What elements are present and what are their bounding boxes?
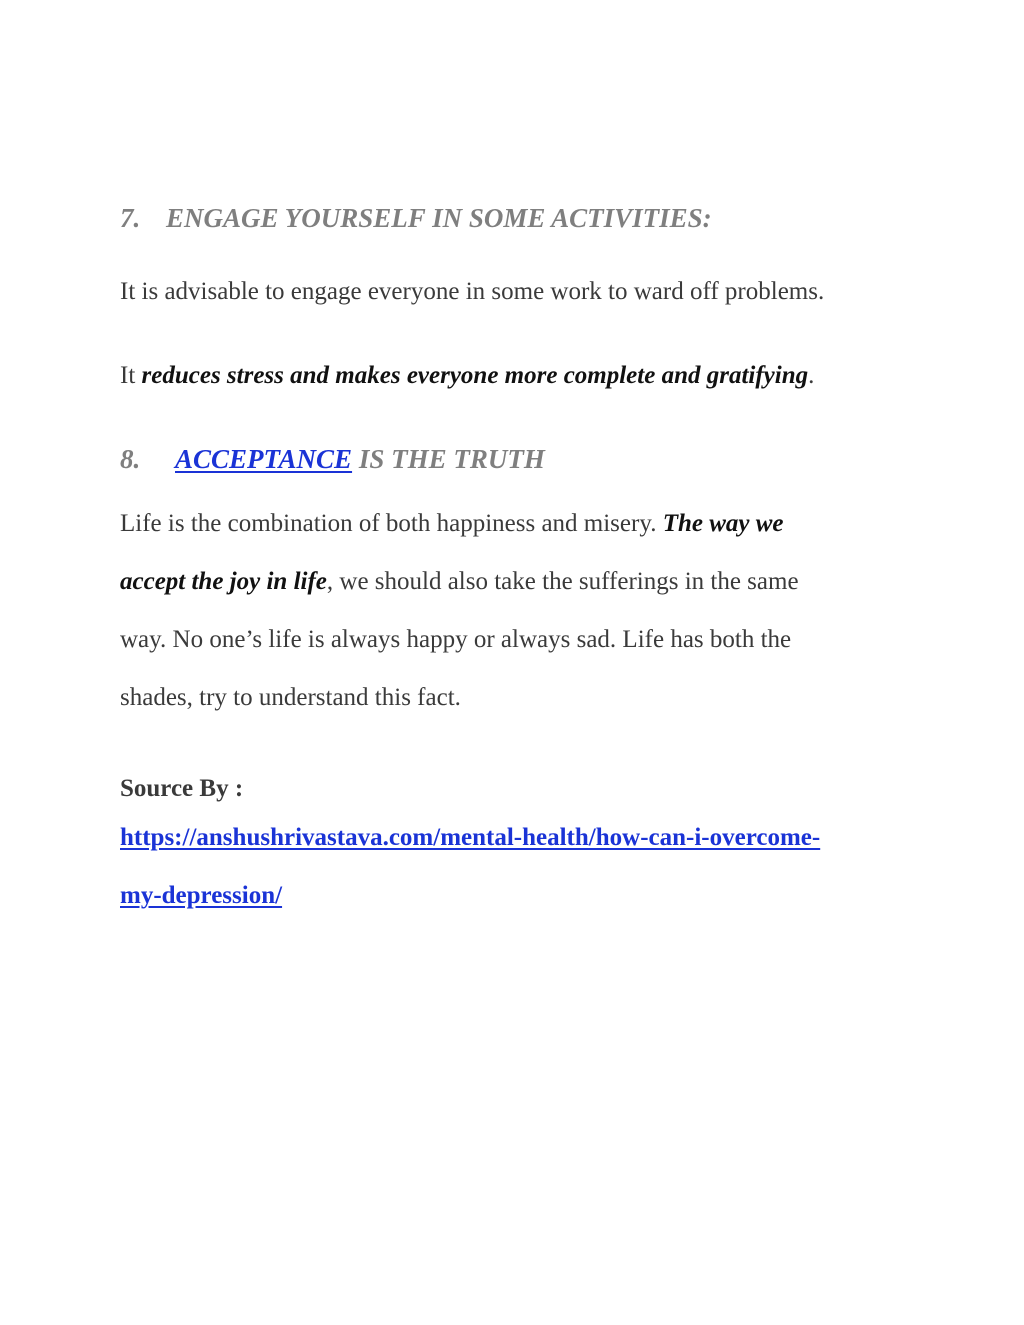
source-link-line-2[interactable]: my-depression/: [120, 882, 283, 909]
line-1-emphasis: The way we: [662, 510, 784, 537]
section-8-line-3: way. No one’s life is always happy or always sad. Life has both the: [120, 626, 792, 653]
line-1-text: Life is the combination of both happiness and misery.: [120, 510, 663, 537]
source-link-line-1[interactable]: https://anshushrivastava.com/mental-health/how-can-i-overcome-: [120, 824, 821, 851]
line-2-text: , we should also take the sufferings in the same: [326, 568, 799, 595]
section-7-heading: [120, 205, 712, 232]
acceptance-link[interactable]: ACCEPTANCE: [175, 444, 353, 474]
section-8-title-rest: IS THE TRUTH: [352, 444, 545, 474]
section-8-line-1: [120, 509, 784, 539]
paragraph-2-prefix: It: [120, 362, 142, 389]
section-8-line-2: [120, 567, 799, 597]
paragraph-2-suffix: .: [808, 362, 815, 389]
section-8-number: 8.: [120, 444, 141, 474]
source-label: Source By :: [120, 775, 244, 802]
section-7-number: 7.: [120, 203, 141, 233]
paragraph-2-emphasis: reduces stress and makes everyone more complete and gratifying: [141, 362, 809, 389]
section-8-line-4: shades, try to understand this fact.: [120, 684, 461, 711]
section-7-paragraph-1: It is advisable to engage everyone in some work to ward off problems.: [120, 278, 825, 305]
section-7-title: ENGAGE YOURSELF IN SOME ACTIVITIES:: [166, 203, 712, 233]
section-7-paragraph-2: [120, 362, 920, 390]
section-8-heading: [120, 446, 545, 473]
line-2-emphasis: accept the joy in life: [120, 568, 327, 595]
